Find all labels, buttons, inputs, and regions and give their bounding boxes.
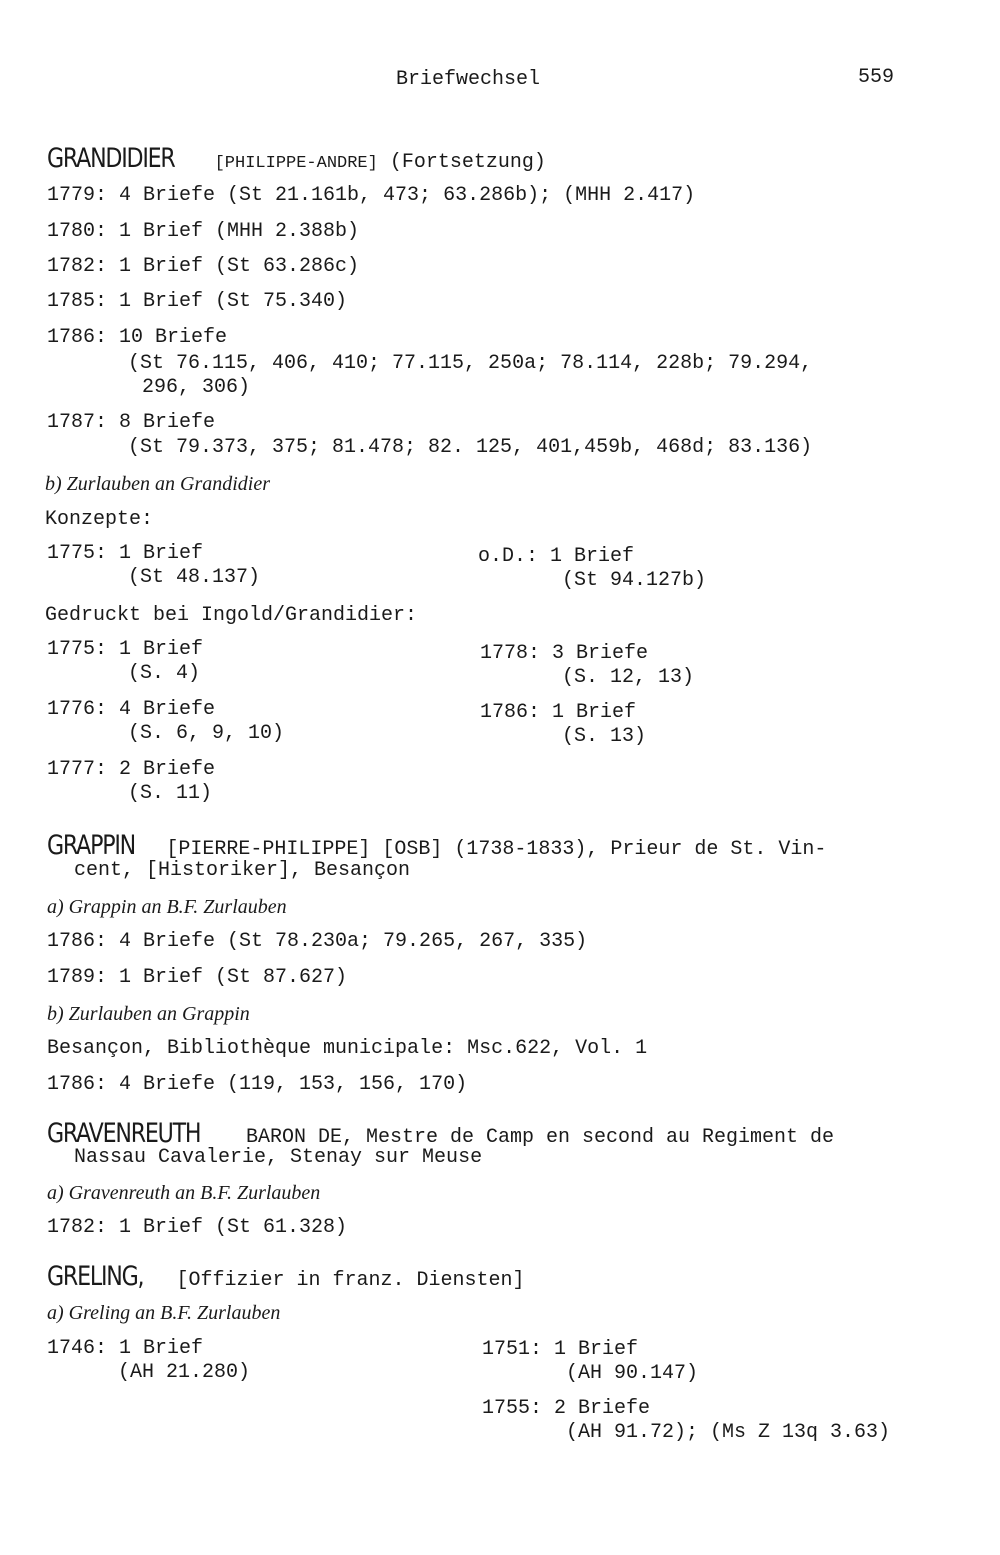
letter-line: 1779: 4 Briefe (St 21.161b, 473; 63.286b); (MHH 2.417) bbox=[47, 184, 696, 207]
letter-line: 1775: 1 Brief bbox=[47, 638, 204, 661]
archive-line: Besançon, Bibliothèque municipale: Msc.622, Vol. 1 bbox=[47, 1037, 648, 1060]
letter-refs: (St 79.373, 375; 81.478; 82. 125, 401,459b, 468d; 83.136) bbox=[128, 436, 813, 459]
letter-refs: (St 94.127b) bbox=[562, 569, 707, 592]
section-heading: a) Grappin an B.F. Zurlauben bbox=[47, 896, 287, 918]
letter-line: 1786: 1 Brief bbox=[480, 701, 637, 724]
letter-line: 1777: 2 Briefe bbox=[47, 758, 216, 781]
letter-line: 1786: 4 Briefe (St 78.230a; 79.265, 267, 335) bbox=[47, 930, 588, 953]
letter-refs: (S. 13) bbox=[562, 725, 647, 748]
letter-refs: (AH 91.72); (Ms Z 13q 3.63) bbox=[566, 1421, 891, 1444]
letter-refs: (AH 90.147) bbox=[566, 1362, 699, 1385]
entry-name: GRAVENREUTH bbox=[47, 1118, 201, 1149]
entry-description: [PIERRE-PHILIPPE] [OSB] (1738-1833), Prieur de St. Vin- bbox=[166, 838, 827, 861]
letter-line: 1775: 1 Brief bbox=[47, 542, 204, 565]
entry-description: [Offizier in franz. Diensten] bbox=[176, 1269, 525, 1292]
letter-refs: (AH 21.280) bbox=[118, 1361, 251, 1384]
entry-name: GRELING, bbox=[47, 1261, 144, 1292]
letter-line: 1782: 1 Brief (St 61.328) bbox=[47, 1216, 348, 1239]
letter-refs: (S. 11) bbox=[128, 782, 213, 805]
letter-refs: (S. 12, 13) bbox=[562, 666, 695, 689]
letter-refs: (S. 4) bbox=[128, 662, 201, 685]
letter-line: 1780: 1 Brief (MHH 2.388b) bbox=[47, 220, 360, 243]
letter-line: 1786: 4 Briefe (119, 153, 156, 170) bbox=[47, 1073, 468, 1096]
letter-line: 1778: 3 Briefe bbox=[480, 642, 649, 665]
letter-line: 1755: 2 Briefe bbox=[482, 1397, 651, 1420]
entry-description: Nassau Cavalerie, Stenay sur Meuse bbox=[74, 1146, 483, 1169]
entry-name: GRAPPIN bbox=[47, 830, 135, 861]
entry-grandidier-heading bbox=[47, 143, 546, 176]
letter-line: 1787: 8 Briefe bbox=[47, 411, 216, 434]
page-number: 559 bbox=[858, 66, 895, 89]
entry-qualifier: [PHILIPPE-ANDRE] bbox=[214, 154, 378, 173]
letter-refs: (St 76.115, 406, 410; 77.115, 250a; 78.114, 228b; 79.294, bbox=[128, 352, 813, 375]
letter-refs: 296, 306) bbox=[142, 376, 251, 399]
section-heading: b) Zurlauben an Grappin bbox=[47, 1003, 250, 1025]
entry-grappin-heading bbox=[47, 830, 827, 862]
letter-line: 1785: 1 Brief (St 75.340) bbox=[47, 290, 348, 313]
section-heading: b) Zurlauben an Grandidier bbox=[45, 473, 270, 495]
letter-refs: (St 48.137) bbox=[128, 566, 261, 589]
section-heading: a) Greling an B.F. Zurlauben bbox=[47, 1302, 281, 1324]
letter-line: 1786: 10 Briefe bbox=[47, 326, 228, 349]
entry-note: (Fortsetzung) bbox=[389, 151, 546, 174]
letter-line: 1751: 1 Brief bbox=[482, 1338, 639, 1361]
entry-greling-heading bbox=[47, 1261, 525, 1293]
entry-description: cent, [Historiker], Besançon bbox=[74, 859, 411, 882]
letter-line: 1782: 1 Brief (St 63.286c) bbox=[47, 255, 360, 278]
letter-line: 1746: 1 Brief bbox=[47, 1337, 204, 1360]
letter-refs: (S. 6, 9, 10) bbox=[128, 722, 285, 745]
entry-name: GRANDIDIER bbox=[47, 143, 175, 174]
running-header: Briefwechsel bbox=[396, 68, 541, 91]
letter-line: o.D.: 1 Brief bbox=[478, 545, 635, 568]
letter-line: 1789: 1 Brief (St 87.627) bbox=[47, 966, 348, 989]
subsection-label: Gedruckt bei Ingold/Grandidier: bbox=[45, 604, 418, 627]
section-heading: a) Gravenreuth an B.F. Zurlauben bbox=[47, 1182, 321, 1204]
subsection-label: Konzepte: bbox=[45, 508, 154, 531]
letter-line: 1776: 4 Briefe bbox=[47, 698, 216, 721]
entry-description: BARON DE, Mestre de Camp en second au Regiment de bbox=[245, 1126, 835, 1149]
